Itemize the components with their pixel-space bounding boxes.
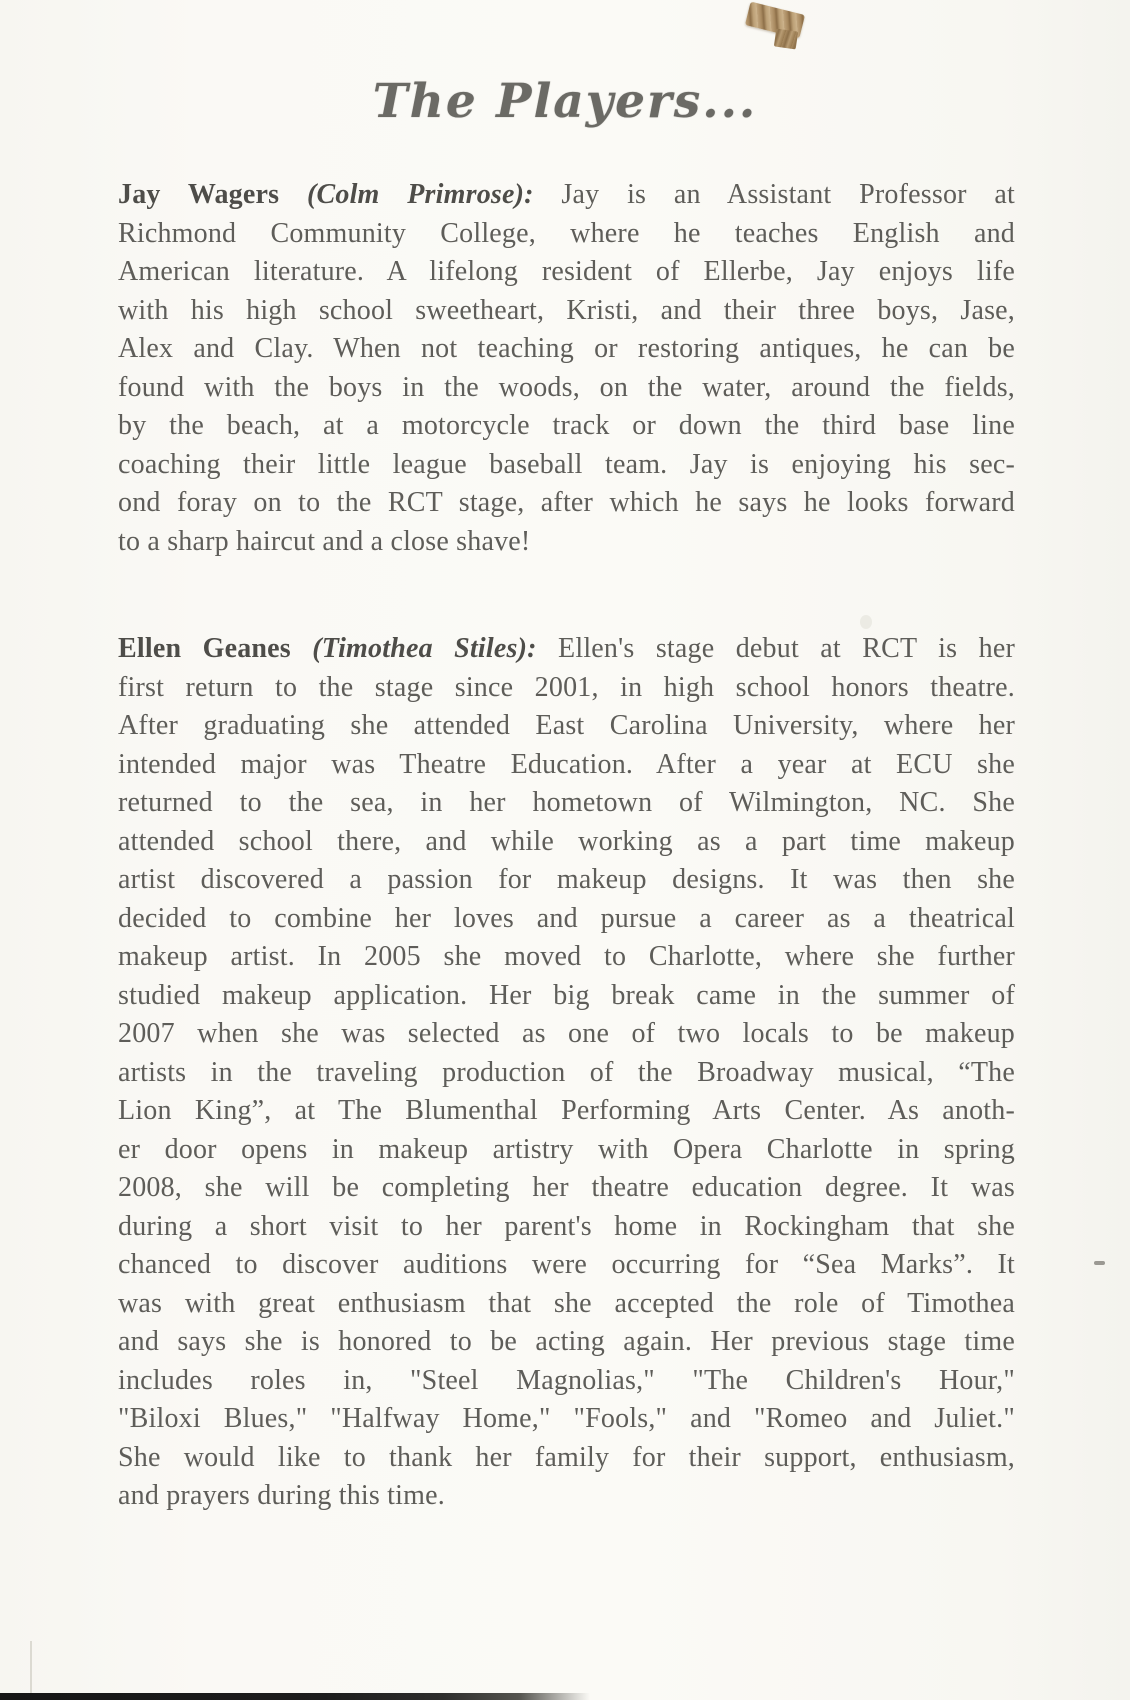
bio-line: er door opens in makeup artistry with Opera Charlotte in spring — [118, 1133, 1015, 1165]
bio-line: artist discovered a passion for makeup designs. It was then she — [118, 864, 1015, 895]
bio-line: during a short visit to her parent's home in Rockingham that she — [118, 1210, 1015, 1242]
bio-first-line — [118, 630, 1015, 669]
bio-paragraph-jay-wagers — [118, 176, 1015, 561]
bio-first-line — [118, 176, 1015, 215]
bio-line: 2008, she will be completing her theatre education degree. It was — [118, 1172, 1015, 1203]
bio-line: Alex and Clay. When not teaching or restoring antiques, he can be — [118, 333, 1015, 364]
bio-line: includes roles in, "Steel Magnolias," "The Children's Hour," — [118, 1364, 1015, 1396]
bio-body-lines — [118, 215, 1015, 562]
actor-name: Ellen Geanes — [118, 633, 291, 664]
bio-line: coaching their little league baseball team. Jay is enjoying his sec- — [118, 448, 1015, 480]
bio-line: 2007 when she was selected as one of two locals to be makeup — [118, 1018, 1015, 1049]
tape-artifact — [747, 6, 807, 52]
bio-body-lines — [118, 669, 1015, 1516]
bio-text: Ellen's stage debut at RCT is her — [558, 633, 1015, 664]
bio-line: studied makeup application. Her big break came in the summer of — [118, 979, 1015, 1011]
bio-line: with his high school sweetheart, Kristi, and their three boys, Jase, — [118, 294, 1015, 326]
bio-line: "Biloxi Blues," "Halfway Home," "Fools," and "Romeo and Juliet." — [118, 1403, 1015, 1434]
bio-line: makeup artist. In 2005 she moved to Charlotte, where she further — [118, 941, 1015, 972]
bio-line: returned to the sea, in her hometown of Wilmington, NC. She — [118, 787, 1015, 818]
bio-line: attended school there, and while working as a part time makeup — [118, 825, 1015, 857]
bio-line: intended major was Theatre Education. After a year at ECU she — [118, 748, 1015, 780]
tape-artifact-tail — [774, 29, 798, 50]
bio-line: chanced to discover auditions were occurring for “Sea Marks”. It — [118, 1249, 1015, 1280]
page-title: The Players... — [372, 74, 758, 129]
scan-edge-bar — [0, 1693, 590, 1700]
actor-role: (Colm Primrose): — [306, 179, 534, 210]
bio-line: and prayers during this time. — [118, 1480, 445, 1511]
bio-line: artists in the traveling production of the Broadway musical, “The — [118, 1056, 1015, 1088]
bio-line: After graduating she attended East Carolina University, where her — [118, 710, 1015, 741]
bio-text: Jay is an Assistant Professor at — [561, 179, 1015, 210]
actor-name: Jay Wagers — [118, 179, 280, 210]
bio-line: first return to the stage since 2001, in high school honors theatre. — [118, 671, 1015, 703]
bio-line: was with great enthusiasm that she accepted the role of Timothea — [118, 1287, 1015, 1319]
bio-line: decided to combine her loves and pursue a career as a theatrical — [118, 902, 1015, 934]
bio-line: and says she is honored to be acting again. Her previous stage time — [118, 1326, 1015, 1357]
bio-line: by the beach, at a motorcycle track or down the third base line — [118, 410, 1015, 441]
bio-line: American literature. A lifelong resident of Ellerbe, Jay enjoys life — [118, 256, 1015, 287]
bio-line: Richmond Community College, where he teaches English and — [118, 217, 1015, 249]
scan-speck — [1094, 1261, 1105, 1265]
scan-speck — [860, 615, 872, 629]
bio-paragraph-ellen-geanes — [118, 630, 1015, 1516]
bio-line: She would like to thank her family for their support, enthusiasm, — [118, 1441, 1015, 1473]
bio-line: found with the boys in the woods, on the water, around the fields, — [118, 371, 1015, 403]
bio-line: to a sharp haircut and a close shave! — [118, 525, 531, 557]
actor-role: (Timothea Stiles): — [312, 633, 537, 664]
bio-line: Lion King”, at The Blumenthal Performing Arts Center. As anoth- — [118, 1095, 1015, 1126]
scanner-line-artifact — [30, 1641, 32, 1694]
bio-line: ond foray on to the RCT stage, after which he says he looks forward — [118, 487, 1015, 518]
